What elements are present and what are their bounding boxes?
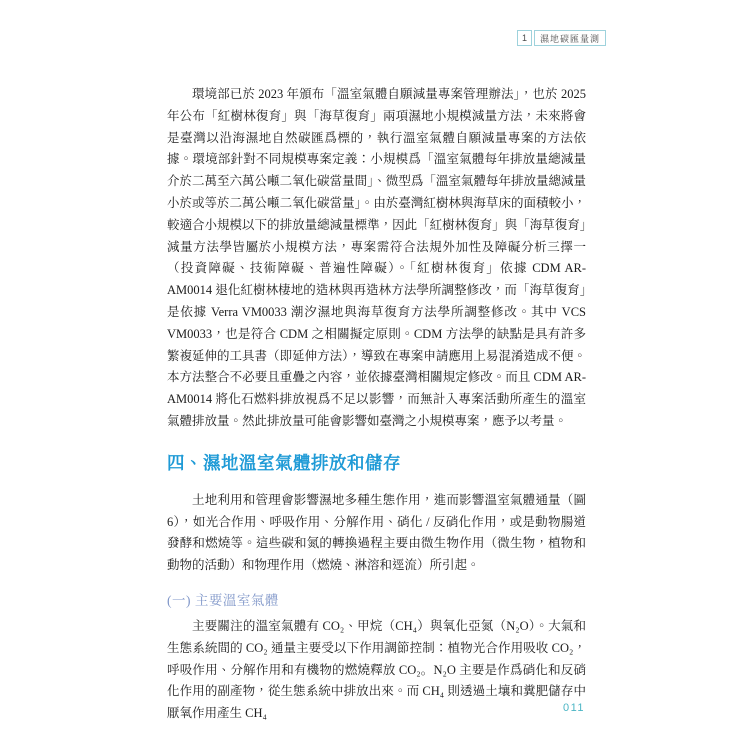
- chapter-number: 1: [517, 30, 532, 46]
- section-heading-wetland-ghg: 四、濕地溫室氣體排放和儲存: [167, 452, 401, 473]
- chapter-title: 濕地碳匯量測: [534, 30, 606, 46]
- subsection-heading-main-ghg: (一) 主要溫室氣體: [167, 592, 279, 608]
- page-number: 011: [563, 702, 586, 714]
- text-column: [167, 84, 586, 725]
- chapter-tag: [517, 30, 606, 46]
- paragraph-regulation-methods: 環境部已於 2023 年頒布「溫室氣體自願減量專案管理辦法」，也於 2025 年公布「紅樹林復育」與「海草復育」兩項濕地小規模減量方法，未來將會是臺灣以沿海濕地自然碳匯爲標的，執行溫室氣體自願減量專案的方法依據。環境部針對不同規模專案定義：小規模爲「溫室氣體每年排放量總減量介於二萬至六萬公噸二氧化碳當量間」、微型爲「溫室氣體每年排放量總減量小於或等於二萬公噸二氧化碳當量」。由於臺灣紅樹林與海草床的面積較小，較適合小規模以下的排放量總減量標準，因此「紅樹林復育」與「海草復育」減量方法學皆屬於小規模方法，專案需符合法規外加性及障礙分析三擇一（投資障礙、技術障礙、普遍性障礙）。「紅樹林復育」依據 CDM AR-AM0014 退化紅樹林棲地的造林與再造林方法學所調整修改，而「海草復育」是依據 Verra VM0033 潮汐濕地與海草復育方法學所調整修改。其中 VCS VM0033，也是符合 CDM 之相關擬定原則。CDM 方法學的缺點是具有許多繁複延伸的工具書（即延伸方法），導致在專案申請應用上易混淆造成不便。本方法整合不必要且重疊之內容，並依據臺灣相關規定修改。而且 CDM AR-AM0014 將化石燃料排放視爲不足以影響，而無計入專案活動所產生的溫室氣體排放量。然此排放量可能會影響如臺灣之小規模專案，應予以考量。: [167, 87, 586, 428]
- paragraph-land-use: 土地利用和管理會影響濕地多種生態作用，進而影響溫室氣體通量（圖 6），如光合作用、呼吸作用、分解作用、硝化 / 反硝化作用，或是動物腸道發酵和燃燒等。這些碳和氮的轉換過程主要由微生物作用（微生物，植物和動物的活動）和物理作用（燃燒、淋溶和逕流）所引起。: [167, 492, 586, 573]
- paragraph-main-gases: 主要關注的溫室氣體有 CO₂、甲烷（CH₄）與氧化亞氮（N₂O）。大氣和生態系統間的 CO₂ 通量主要受以下作用調節控制：植物光合作用吸收 CO₂，呼吸作用、分解作用和有機物的燃燒釋放 CO₂。N₂O 主要是作爲硝化和反硝化作用的副產物，從生態系統中排放出來。而 CH₄ 則透過土壤和糞肥儲存中厭氧作用產生 CH₄: [167, 618, 586, 721]
